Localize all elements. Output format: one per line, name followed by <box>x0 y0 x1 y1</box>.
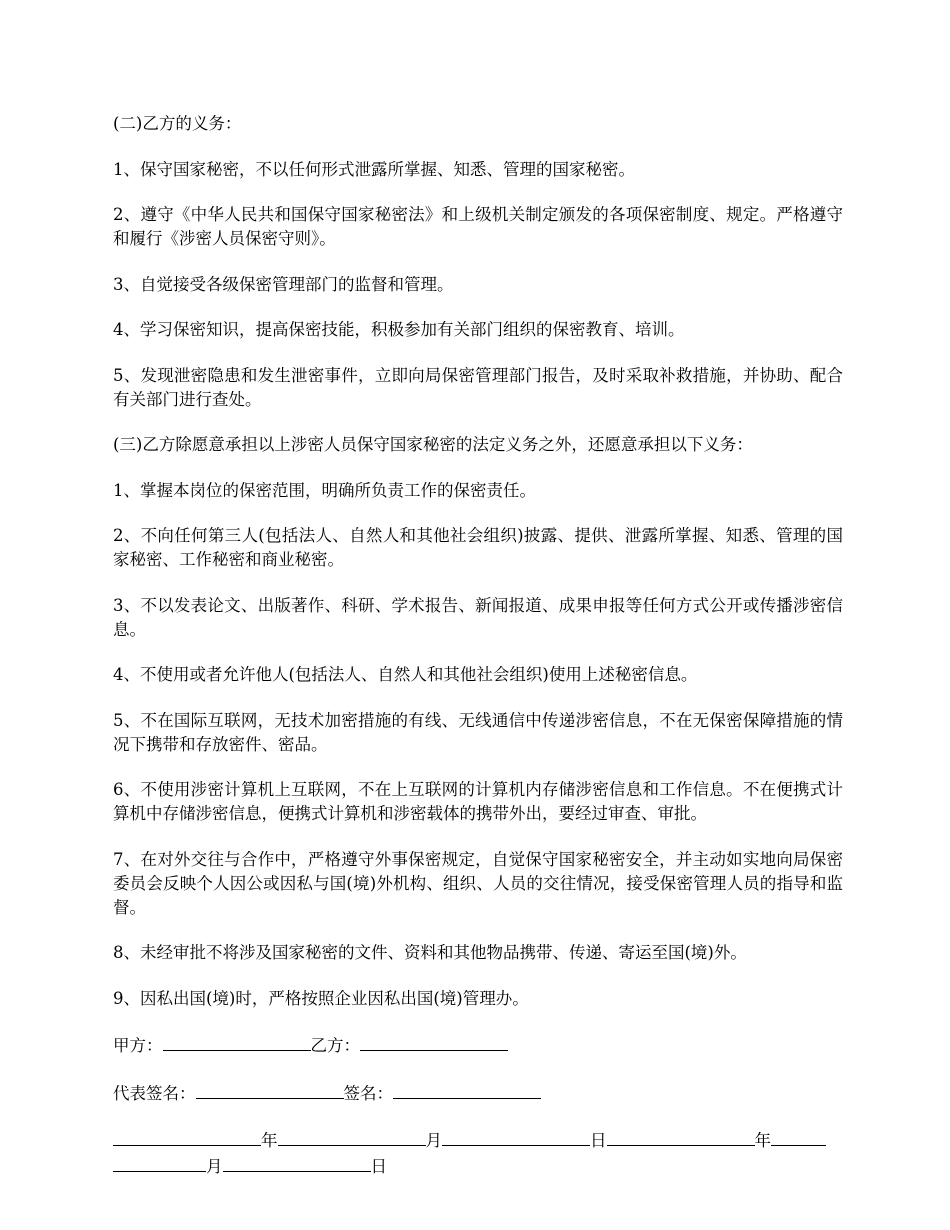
section-heading-party-b-obligations: (二)乙方的义务： <box>113 114 242 133</box>
clause-paragraph: 1、掌握本岗位的保密范围，明确所负责工作的保密责任。 <box>113 480 536 500</box>
representative-signature-line <box>113 1080 843 1106</box>
date-day-blank-a[interactable] <box>442 1127 590 1146</box>
clause-paragraph: 6、不使用涉密计算机上互联网，不在上互联网的计算机内存储涉密信息和工作信息。不在便携式计算机中存储涉密信息，便携式计算机和涉密载体的携带外出，要经过审查、审批。 <box>113 780 843 823</box>
party-b-label: 乙方： <box>310 1036 360 1055</box>
clause-paragraph: 2、不向任何第三人(包括法人、自然人和其他社会组织)披露、提供、泄露所掌握、知悉、管理的国家秘密、工作秘密和商业秘密。 <box>113 526 843 569</box>
party-a-blank[interactable] <box>163 1032 311 1051</box>
clause-paragraph: 4、学习保密知识，提高保密技能，积极参加有关部门组织的保密教育、培训。 <box>113 320 685 339</box>
year-label: 年 <box>261 1131 278 1150</box>
rep-sign-blank[interactable] <box>196 1080 344 1099</box>
clause-paragraph: 9、因私出国(境)时，严格按照企业因私出国(境)管理办。 <box>113 988 529 1008</box>
date-day-blank-b[interactable] <box>223 1153 371 1172</box>
clause-paragraph: 4、不使用或者允许他人(包括法人、自然人和其他社会组织)使用上述秘密信息。 <box>113 665 698 684</box>
clause-paragraph: 3、自觉接受各级保密管理部门的监督和管理。 <box>113 274 454 294</box>
clause-paragraph: 1、保守国家秘密，不以任何形式泄露所掌握、知悉、管理的国家秘密。 <box>113 159 635 179</box>
date-month-blank-a[interactable] <box>278 1127 426 1146</box>
date-year-blank-b[interactable] <box>607 1127 755 1146</box>
party-a-label: 甲方： <box>113 1036 163 1055</box>
date-month-blank-b-part2[interactable] <box>113 1153 206 1172</box>
day-label: 日 <box>590 1131 607 1150</box>
date-row-2 <box>113 1153 843 1179</box>
date-row-1 <box>113 1127 843 1153</box>
party-signature-line <box>113 1032 843 1058</box>
day-label: 日 <box>370 1157 387 1176</box>
sign-label: 签名： <box>343 1083 393 1103</box>
party-b-blank[interactable] <box>360 1032 508 1051</box>
date-signature-line <box>113 1127 843 1179</box>
date-year-blank-a[interactable] <box>113 1127 261 1146</box>
clause-paragraph: 5、不在国际互联网，无技术加密措施的有线、无线通信中传递涉密信息，不在无保密保障措施的情况下携带和存放密件、密品。 <box>113 710 843 754</box>
sign-blank[interactable] <box>393 1080 541 1099</box>
clause-paragraph: 2、遵守《中华人民共和国保守国家秘密法》和上级机关制定颁发的各项保密制度、规定。严格遵守和履行《涉密人员保密守则》。 <box>113 205 843 248</box>
section-heading-additional-obligations: (三)乙方除愿意承担以上涉密人员保守国家秘密的法定义务之外，还愿意承担以下义务： <box>113 435 753 454</box>
year-label: 年 <box>754 1131 771 1150</box>
clause-paragraph: 8、未经审批不将涉及国家秘密的文件、资料和其他物品携带、传递、寄运至国(境)外。 <box>113 943 747 962</box>
month-label: 月 <box>425 1131 442 1150</box>
month-label: 月 <box>206 1157 223 1176</box>
rep-sign-label: 代表签名： <box>113 1083 196 1103</box>
document-page <box>113 112 843 1179</box>
clause-paragraph: 7、在对外交往与合作中，严格遵守外事保密规定，自觉保守国家秘密安全，并主动如实地向局保密委员会反映个人因公或因私与国(境)外机构、组织、人员的交往情况，接受保密管理人员的指导和监督。 <box>113 849 843 917</box>
date-month-blank-b-part1[interactable] <box>771 1127 826 1146</box>
clause-paragraph: 3、不以发表论文、出版著作、科研、学术报告、新闻报道、成果申报等任何方式公开或传播涉密信息。 <box>113 595 843 639</box>
clause-paragraph: 5、发现泄密隐患和发生泄密事件，立即向局保密管理部门报告，及时采取补救措施，并协助、配合有关部门进行查处。 <box>113 365 843 409</box>
